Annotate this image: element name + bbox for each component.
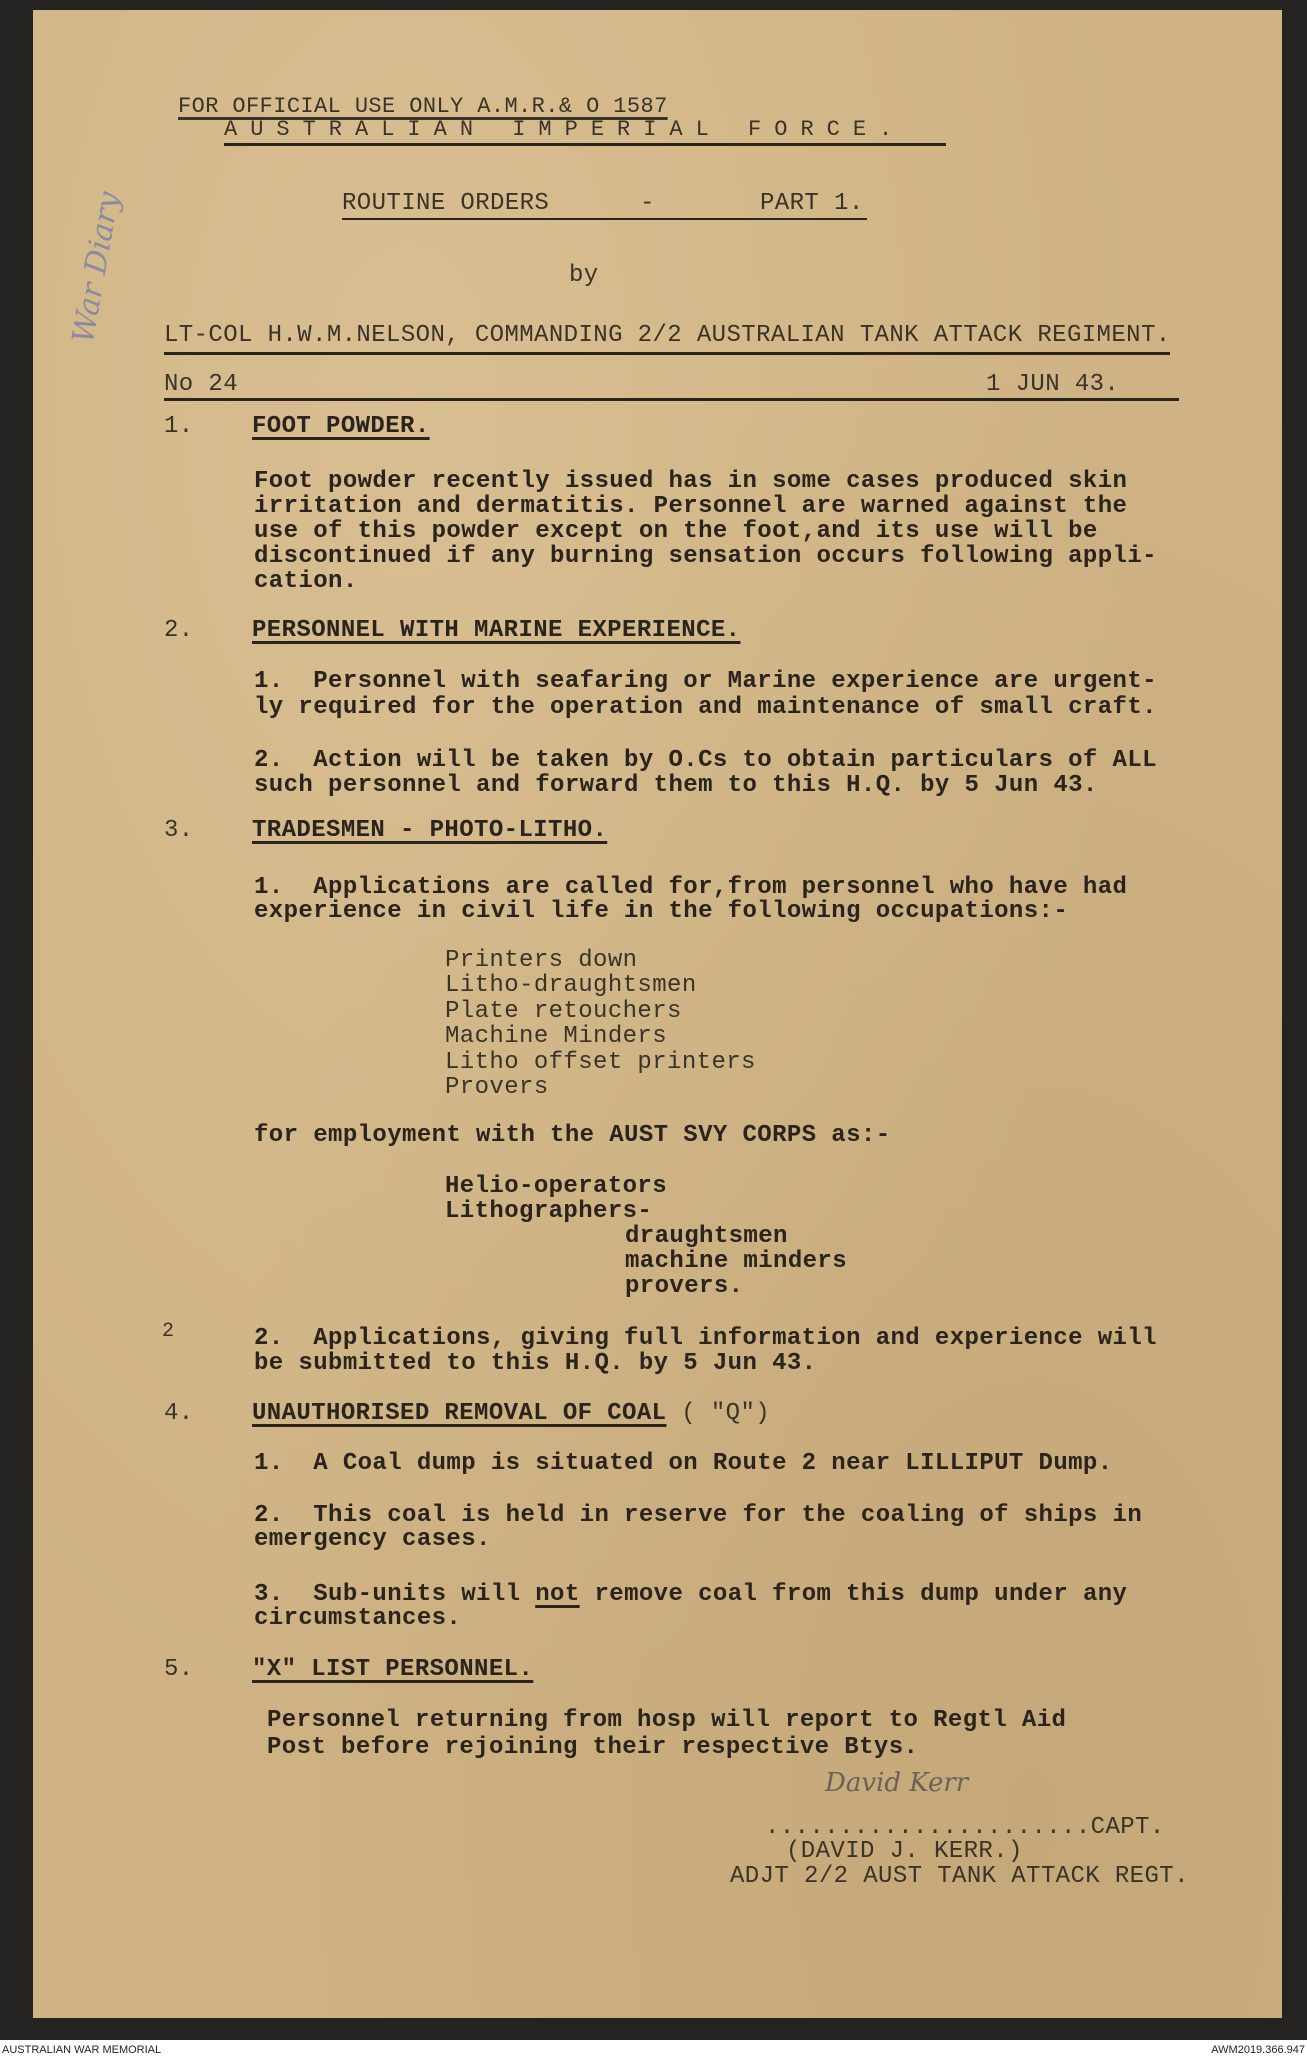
text: 3. Sub-units will: [254, 1581, 536, 1608]
body-line: such personnel and forward them to this H.Q. by 5 Jun 43.: [254, 772, 1098, 799]
footer-accession-number: AWM2019.366.947: [1211, 2044, 1305, 2056]
restriction-line: FOR OFFICIAL USE ONLY A.M.R.& O 1587: [178, 94, 668, 119]
body-line: cation.: [254, 568, 358, 595]
body-line: 1. A Coal dump is situated on Route 2 near LILLIPUT Dump.: [254, 1450, 1113, 1477]
pencil-annotation: War Diary: [65, 189, 127, 346]
role-item: Lithographers-: [445, 1198, 653, 1225]
body-line: Personnel returning from hosp will report to Regtl Aid: [267, 1707, 1067, 1734]
section-number: 2.: [164, 617, 194, 644]
section-number: 4.: [164, 1400, 194, 1427]
occupation-item: Provers: [445, 1074, 549, 1101]
occupation-item: Printers down: [445, 947, 638, 974]
body-line: 2. Applications, giving full information and experience will: [254, 1325, 1157, 1352]
text: remove coal from this dump under any: [579, 1581, 1128, 1608]
body-line: 1. Personnel with seafaring or Marine experience are urgent-: [254, 668, 1157, 695]
section-number: 3.: [164, 817, 194, 844]
footer-institution: AUSTRALIAN WAR MEMORIAL: [2, 2044, 162, 2056]
role-item: Helio-operators: [445, 1173, 668, 1200]
section-heading: PERSONNEL WITH MARINE EXPERIENCE.: [252, 617, 741, 644]
body-line: discontinued if any burning sensation occurs following appli-: [254, 543, 1157, 570]
subrole-item: draughtsmen: [625, 1223, 788, 1250]
signature-rank-line: ......................CAPT.: [765, 1814, 1165, 1841]
signatory-title: ADJT 2/2 AUST TANK ATTACK REGT.: [730, 1863, 1189, 1890]
body-line: experience in civil life in the following occupations:-: [254, 898, 1069, 925]
body-line: emergency cases.: [254, 1526, 491, 1553]
body-line: use of this powder except on the foot,and its use will be: [254, 518, 1098, 545]
section-number: 1.: [164, 413, 194, 440]
force-title: AUSTRALIAN IMPERIAL FORCE.: [224, 117, 906, 142]
body-line: ly required for the operation and maintenance of small craft.: [254, 694, 1157, 721]
heading-suffix: ( "Q"): [666, 1400, 771, 1427]
body-line: 1. Applications are called for,from personnel who have had: [254, 874, 1128, 901]
title-part: PART 1.: [760, 190, 864, 217]
section-heading: "X" LIST PERSONNEL.: [252, 1656, 534, 1683]
signatory-name: (DAVID J. KERR.): [786, 1838, 1023, 1865]
section-heading: FOOT POWDER.: [252, 413, 430, 440]
occupation-item: Litho-draughtsmen: [445, 972, 697, 999]
commander-line: LT-COL H.W.M.NELSON, COMMANDING 2/2 AUSTRALIAN TANK ATTACK REGIMENT.: [164, 322, 1171, 349]
body-line: 2. Action will be taken by O.Cs to obtain particulars of ALL: [254, 747, 1157, 774]
order-date: 1 JUN 43.: [986, 371, 1120, 398]
body-line: circumstances.: [254, 1605, 462, 1632]
archive-footer: [0, 2040, 1307, 2061]
body-line: irritation and dermatitis. Personnel are warned against the: [254, 493, 1128, 520]
subrole-item: machine minders: [625, 1248, 848, 1275]
section-heading: [252, 1400, 770, 1427]
title-routine-orders: ROUTINE ORDERS: [342, 190, 550, 217]
order-number: No 24: [164, 371, 239, 398]
heading-text: UNAUTHORISED REMOVAL OF COAL: [252, 1400, 667, 1427]
body-line: Foot powder recently issued has in some cases produced skin: [254, 468, 1128, 495]
margin-mark: 2: [162, 1320, 175, 1343]
title-dash: -: [640, 190, 655, 217]
body-line: for employment with the AUST SVY CORPS as:-: [254, 1122, 891, 1149]
occupation-item: Litho offset printers: [445, 1049, 756, 1076]
body-line: be submitted to this H.Q. by 5 Jun 43.: [254, 1350, 817, 1377]
subrole-item: provers.: [625, 1273, 744, 1300]
body-line: Post before rejoining their respective Btys.: [267, 1734, 919, 1761]
body-line: 2. This coal is held in reserve for the coaling of ships in: [254, 1502, 1143, 1529]
body-line: [254, 1581, 1127, 1608]
occupation-item: Machine Minders: [445, 1023, 668, 1050]
emphasis-not: not: [535, 1581, 580, 1608]
section-heading: TRADESMEN - PHOTO-LITHO.: [252, 817, 608, 844]
handwritten-signature: David Kerr: [825, 1768, 969, 1798]
by-label: by: [569, 262, 599, 289]
occupation-item: Plate retouchers: [445, 998, 682, 1025]
section-number: 5.: [164, 1656, 194, 1683]
